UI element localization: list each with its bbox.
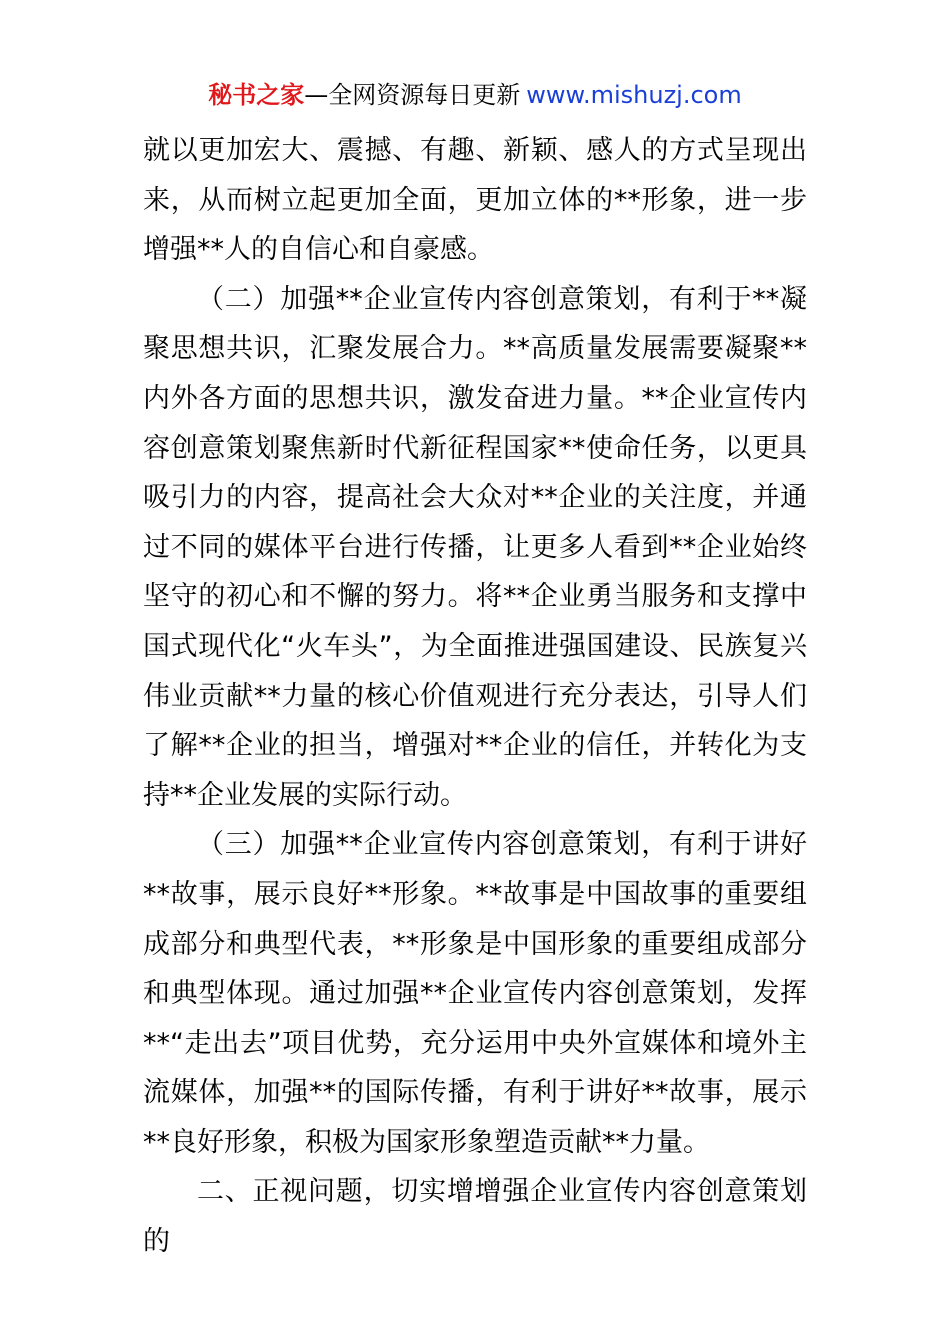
paragraph-section-2: （二）加强**企业宣传内容创意策划，有利于**凝聚思想共识，汇聚发展合力。**高质量发展需要凝聚**内外各方面的思想共识，激发奋进力量。**企业宣传内容创意策划聚焦新时代新征程国家**使命任务，以更具吸引力的内容，提高社会大众对**企业的关注度，并通过不同的媒体平台进行传播，让更多人看到**企业始终坚守的初心和不懈的努力。将**企业勇当服务和支撑中国式现代化“火车头”，为全面推进强国建设、民族复兴伟业贡献**力量的核心价值观进行充分表达，引导人们了解**企业的担当，增强对**企业的信任，并转化为支持**企业发展的实际行动。 — [143, 283, 807, 811]
site-header — [0, 78, 950, 112]
paragraph-continuation: 就以更加宏大、震撼、有趣、新颖、感人的方式呈现出来，从而树立起更加全面，更加立体的**形象，进一步增强**人的自信心和自豪感。 — [143, 135, 807, 266]
header-slogan: —全网资源每日更新 — [304, 81, 521, 109]
document-body — [143, 126, 807, 1267]
section-heading-2: 二、正视问题，切实增增强企业宣传内容创意策划的 — [143, 1176, 807, 1258]
brand-name: 秘书之家 — [208, 81, 305, 109]
site-url-link[interactable]: www.mishuzj.com — [526, 81, 742, 109]
paragraph-section-3: （三）加强**企业宣传内容创意策划，有利于讲好**故事，展示良好**形象。**故事是中国故事的重要组成部分和典型代表，**形象是中国形象的重要组成部分和典型体现。通过加强**企业宣传内容创意策划，发挥**“走出去”项目优势，充分运用中央外宣媒体和境外主流媒体，加强**的国际传播，有利于讲好**故事，展示**良好形象，积极为国家形象塑造贡献**力量。 — [143, 829, 807, 1158]
